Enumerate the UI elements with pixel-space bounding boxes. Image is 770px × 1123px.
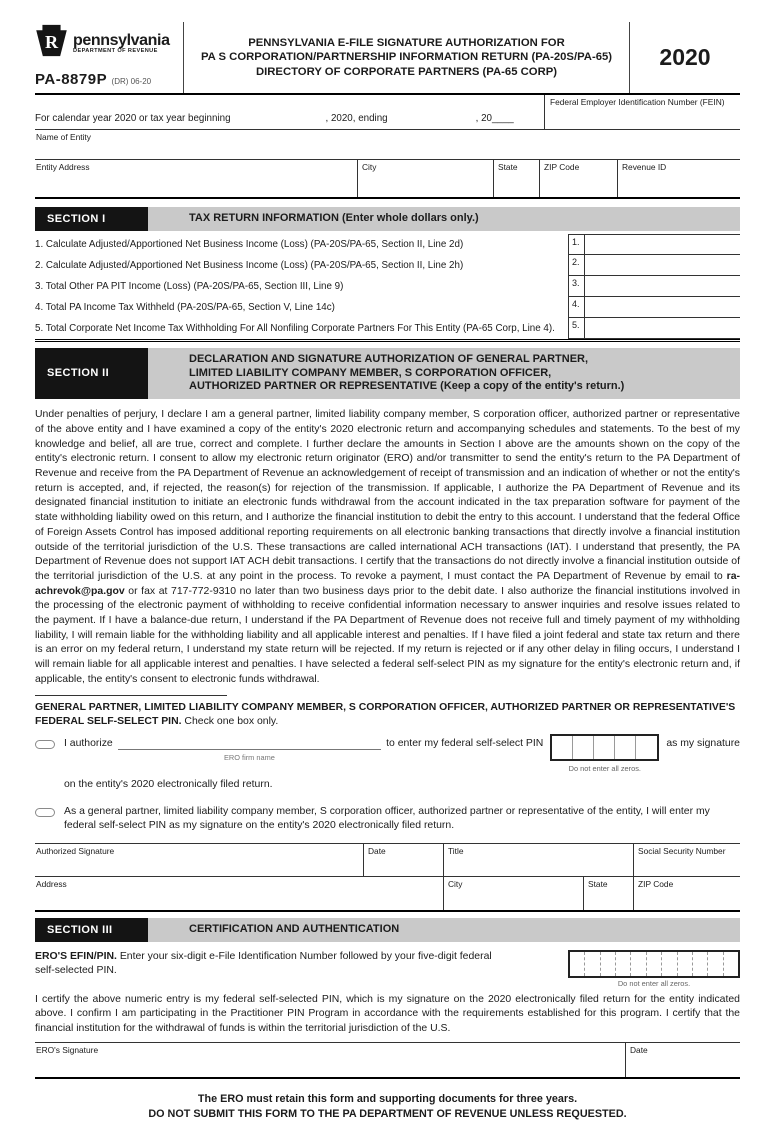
section-1-lines	[35, 234, 740, 339]
divider	[35, 910, 740, 912]
line-2-number: 2.	[568, 255, 585, 275]
efin-digit-cell[interactable]	[662, 952, 677, 976]
line-2-entry	[568, 255, 740, 276]
pin-grid	[550, 734, 659, 761]
form-header	[35, 22, 740, 95]
tax-line-row	[35, 297, 740, 318]
option-1-checkbox[interactable]	[35, 740, 55, 749]
signer-title-label: Title	[448, 845, 464, 856]
ero-firm-name-field[interactable]	[118, 737, 381, 762]
line-5-number: 5.	[568, 318, 585, 338]
agency-logo	[35, 24, 177, 62]
logo-department: DEPARTMENT OF REVENUE	[73, 47, 158, 54]
section-2-title	[148, 348, 740, 399]
calendar-text-3: , 20____	[475, 113, 514, 124]
line-3-amount-field[interactable]	[585, 276, 740, 296]
divider	[35, 197, 740, 199]
pin-digit-cell[interactable]	[615, 736, 636, 759]
ero-efin-bold: ERO'S EFIN/PIN.	[35, 950, 117, 962]
section-1-title-text: TAX RETURN INFORMATION (Enter whole dollars only.)	[189, 212, 479, 224]
line-3-entry	[568, 276, 740, 297]
pin-digit-cell[interactable]	[594, 736, 615, 759]
self-select-pin-boxes	[550, 734, 659, 777]
ero-date-field[interactable]	[625, 1043, 740, 1077]
signer-zip-field[interactable]	[634, 877, 740, 910]
divider	[35, 695, 227, 696]
calendar-text-1: For calendar year 2020 or tax year beginning	[35, 113, 231, 124]
authorized-signature-table	[35, 843, 740, 910]
revocation-email: ra-achrevok@pa.gov	[35, 570, 740, 597]
efin-zeros-note: Do not enter all zeros.	[617, 978, 691, 988]
section-3-title	[148, 918, 740, 942]
efin-grid	[568, 950, 740, 978]
option-1-text-after-boxes: as my signature	[666, 737, 740, 749]
pin-zeros-note: Do not enter all zeros.	[568, 763, 641, 773]
header-left	[35, 22, 183, 93]
ero-efin-instruction	[35, 950, 568, 988]
section-1-title	[148, 207, 740, 231]
fein-field[interactable]	[544, 95, 740, 129]
pin-digit-cell[interactable]	[552, 736, 573, 759]
efin-digit-cell[interactable]	[616, 952, 631, 976]
efin-digit-cell[interactable]	[570, 952, 585, 976]
ero-signature-field[interactable]	[35, 1043, 625, 1077]
pin-option-2	[35, 805, 740, 834]
signer-state-field[interactable]	[584, 877, 634, 910]
logo-brand: pennsylvania	[73, 31, 170, 49]
signer-zip-label: ZIP Code	[638, 878, 674, 889]
line-1-text: 1. Calculate Adjusted/Apportioned Net Business Income (Loss) (PA-20S/PA-65, Section II, Line 2d)	[35, 238, 464, 250]
entity-name-label: Name of Entity	[36, 132, 91, 142]
self-select-pin-heading	[35, 701, 740, 730]
divider	[35, 339, 740, 342]
line-2-amount-field[interactable]	[585, 255, 740, 275]
section-1-label: SECTION I	[35, 207, 148, 231]
divider	[35, 1077, 740, 1079]
signer-state-label: State	[588, 878, 608, 889]
efin-digit-cell[interactable]	[647, 952, 662, 976]
retention-notice-line-1: The ERO must retain this form and supporting documents for three years.	[197, 1092, 578, 1105]
signer-title-field[interactable]	[444, 844, 634, 876]
declaration-text-2: or fax at 717-772-9310 no later than two business days prior to the debit date. I also authorize the financial institutions involved in the processing of the electronic payment of withholding to receive confidential information necessary to answer inquiries and resolve issues related to the payment. If I have a balance-due return, I understand if the PA Department of Revenue does not receive full and timely payment of my withholding liability, I will remain liable for the withholding liability and all applicable interest and penalties. If I have filed a joint federal and state tax return and there is an error on my federal return, I understand my state return will be rejected. If my return is rejected or if any other delay in filing occurs, I understand I will remain liable for all applicable interest and penalties. I have selected a federal self-select PIN as my signature for the entity's electronic return and, if applicable, the entity's consent to electronic funds withdrawal.	[35, 585, 740, 685]
signer-city-field[interactable]	[444, 877, 584, 910]
ero-signature-row	[35, 1042, 740, 1077]
section-2-title-line-2: LIMITED LIABILITY COMPANY MEMBER, S CORPORATION OFFICER,	[189, 366, 552, 379]
calendar-year-row	[35, 95, 740, 130]
line-4-amount-field[interactable]	[585, 297, 740, 317]
logo-text	[73, 33, 170, 54]
form-number-row	[35, 71, 177, 89]
tax-year: 2020	[659, 44, 711, 70]
line-4-text: 4. Total PA Income Tax Withheld (PA-20S/PA-65, Section V, Line 14c)	[35, 301, 335, 313]
line-5-amount-field[interactable]	[585, 318, 740, 338]
line-4-entry	[568, 297, 740, 318]
signer-city-label: City	[448, 878, 463, 889]
retention-notice-line-2: DO NOT SUBMIT THIS FORM TO THE PA DEPARTMENT OF REVENUE UNLESS REQUESTED.	[148, 1108, 627, 1121]
line-1-amount-field[interactable]	[585, 235, 740, 254]
entity-revenue-id-label: Revenue ID	[622, 162, 667, 172]
efin-digit-cell[interactable]	[631, 952, 646, 976]
pin-digit-cell[interactable]	[636, 736, 657, 759]
ero-efin-text: Enter your six-digit e-File Identification Number followed by your five-digit federal self-selected PIN.	[35, 950, 492, 977]
entity-name-field[interactable]	[35, 130, 740, 160]
entity-city-label: City	[362, 162, 377, 172]
ero-signature-label: ERO's Signature	[36, 1044, 99, 1055]
signer-address-label: Address	[36, 878, 67, 889]
efin-digit-cell[interactable]	[585, 952, 600, 976]
entity-address-row	[35, 160, 740, 197]
signature-row-1	[35, 844, 740, 877]
authorized-signature-label: Authorized Signature	[36, 845, 115, 856]
pin-heading-instruction: Check one box only.	[181, 716, 279, 728]
declaration-text-1: Under penalties of perjury, I declare I am a general partner, limited liability company member, S corporation officer, authorized partner or representative of the above entity and I have examined a copy of the entity's 2020 electronic return and accompanying schedules and statements. To the best of my knowledge and belief, all are true, correct and complete. I further declare the amounts in Section I above are the amounts shown on the copy of the entity's electronic return. I consent to allow my electronic return originator (ERO) and/or transmitter to send the entity's return to the PA Department of Revenue and receive from the PA Department of Revenue an acknowledgement of receipt of transmission and an indication of whether or not the entity's return is accepted, and, if rejected, the reason(s) for rejection of the transmission. If applicable, I authorize the PA Department of Revenue and its designated financial institution to initiate an electronic funds withdrawal from the account indicated in the tax preparation software for payment of the state withholding liability owed on this return, and I authorize the financial institution to debit the entry to this account. I understand that the federal Office of Foreign Assets Control has imposed additional reporting requirements on all electronic banking transactions that directly involve a financial institution outside of the territorial jurisdiction of the U.S. These transactions are called international ACH transactions (IAT). I understand that presently, the PA Department of Revenue does not support IAT ACH debit transactions. I certify that the transactions do not directly involve a financial institution outside of the territorial jurisdiction of the U.S. at any point in the process. To revoke a payment, I must contact the PA Department of Revenue by email to	[35, 409, 740, 582]
form-title	[183, 22, 630, 93]
line-5-text: 5. Total Corporate Net Income Tax Withholding For All Nonfiling Corporate Partners For This Entity (PA-65 Corp, Line 4).	[35, 322, 555, 334]
entity-zip-field[interactable]	[540, 160, 618, 197]
option-1-line-1	[64, 737, 740, 777]
fein-label: Federal Employer Identification Number (FEIN)	[550, 97, 725, 107]
section-1-bar	[35, 207, 740, 231]
signature-date-field[interactable]	[364, 844, 444, 876]
line-3-text: 3. Total Other PA PIT Income (Loss) (PA-20S/PA-65, Section III, Line 9)	[35, 280, 344, 292]
ero-firm-name-caption: ERO firm name	[223, 752, 275, 762]
section-2-title-line-1: DECLARATION AND SIGNATURE AUTHORIZATION OF GENERAL PARTNER,	[189, 352, 589, 365]
ero-date-label: Date	[630, 1044, 648, 1055]
ero-certification-paragraph: I certify the above numeric entry is my federal self-selected PIN, which is my signature on the 2020 electronically filed return for the entity indicated above. I confirm I am participating in the Practitioner PIN Program in accordance with the requirements established for this program. I certify that the financial institution for the withdrawal of funds is within the territorial jurisdiction of the U.S.	[35, 993, 740, 1034]
entity-zip-label: ZIP Code	[544, 162, 580, 172]
line-2-text: 2. Calculate Adjusted/Apportioned Net Business Income (Loss) (PA-20S/PA-65, Section II, Line 2h)	[35, 259, 464, 271]
tax-line-row	[35, 234, 740, 255]
pin-option-1	[35, 737, 740, 793]
calendar-year-line	[35, 95, 544, 129]
keystone-logo-icon	[35, 24, 68, 62]
option-2-checkbox[interactable]	[35, 808, 55, 817]
section-2-bar	[35, 348, 740, 399]
form-title-line-3: DIRECTORY OF CORPORATE PARTNERS (PA-65 CORP)	[255, 65, 558, 78]
authorized-signature-field[interactable]	[35, 844, 364, 876]
entity-state-field[interactable]	[494, 160, 540, 197]
efin-digit-cell[interactable]	[724, 952, 738, 976]
option-1-text-before: I authorize	[64, 737, 113, 749]
section-3-title-text: CERTIFICATION AND AUTHENTICATION	[189, 922, 400, 935]
pin-digit-cell[interactable]	[573, 736, 594, 759]
form-title-line-1: PENNSYLVANIA E-FILE SIGNATURE AUTHORIZATION FOR	[248, 36, 565, 49]
line-3-number: 3.	[568, 276, 585, 296]
entity-address-label: Entity Address	[36, 162, 90, 172]
ssn-field[interactable]	[634, 844, 740, 876]
signature-date-label: Date	[368, 845, 386, 856]
option-2-text: As a general partner, limited liability company member, S corporation officer, authorized partner or representative of the entity, I will enter my federal self-select PIN as my signature on the entity's 2020 electronically filed return.	[64, 805, 710, 832]
declaration-paragraph	[35, 408, 740, 687]
signer-address-field[interactable]	[35, 877, 444, 910]
retention-notice	[35, 1092, 740, 1123]
calendar-text-2: , 2020, ending	[325, 113, 388, 124]
efin-digit-cell[interactable]	[601, 952, 616, 976]
line-1-number: 1.	[568, 235, 585, 254]
option-1-content	[64, 737, 740, 793]
tax-line-row	[35, 255, 740, 276]
ero-efin-pin-boxes	[568, 950, 740, 988]
section-2-label: SECTION II	[35, 348, 148, 399]
section-3-bar	[35, 918, 740, 942]
form-title-line-2: PA S CORPORATION/PARTNERSHIP INFORMATION RETURN (PA-20S/PA-65)	[200, 51, 613, 64]
line-4-number: 4.	[568, 297, 585, 317]
section-2-title-line-3: AUTHORIZED PARTNER OR REPRESENTATIVE (Keep a copy of the entity's return.)	[189, 380, 625, 393]
entity-revenue-id-field[interactable]	[618, 160, 740, 197]
efin-digit-cell[interactable]	[678, 952, 693, 976]
section-3-label: SECTION III	[35, 918, 148, 942]
option-1-text-after-blank: to enter my federal self-select PIN	[386, 737, 544, 749]
line-1-entry	[568, 234, 740, 255]
tax-line-row	[35, 318, 740, 339]
ero-efin-block	[35, 950, 740, 988]
efin-digit-cell[interactable]	[708, 952, 723, 976]
signature-row-2	[35, 877, 740, 910]
svg-text:R: R	[44, 31, 59, 52]
entity-address-field[interactable]	[35, 160, 358, 197]
option-1-line-2: on the entity's 2020 electronically filed return.	[64, 779, 273, 791]
ssn-label: Social Security Number	[638, 845, 726, 856]
line-5-entry	[568, 318, 740, 339]
tax-line-row	[35, 276, 740, 297]
entity-city-field[interactable]	[358, 160, 494, 197]
pin-heading-bold: GENERAL PARTNER, LIMITED LIABILITY COMPANY MEMBER, S CORPORATION OFFICER, AUTHORIZED PARTNER OR REPRESENTATIVE'S FEDERAL SELF-SELECT PIN.	[35, 701, 736, 728]
entity-state-label: State	[498, 162, 518, 172]
form-revision: (DR) 06-20	[111, 77, 152, 86]
efin-digit-cell[interactable]	[693, 952, 708, 976]
form-number: PA-8879P	[35, 71, 108, 88]
